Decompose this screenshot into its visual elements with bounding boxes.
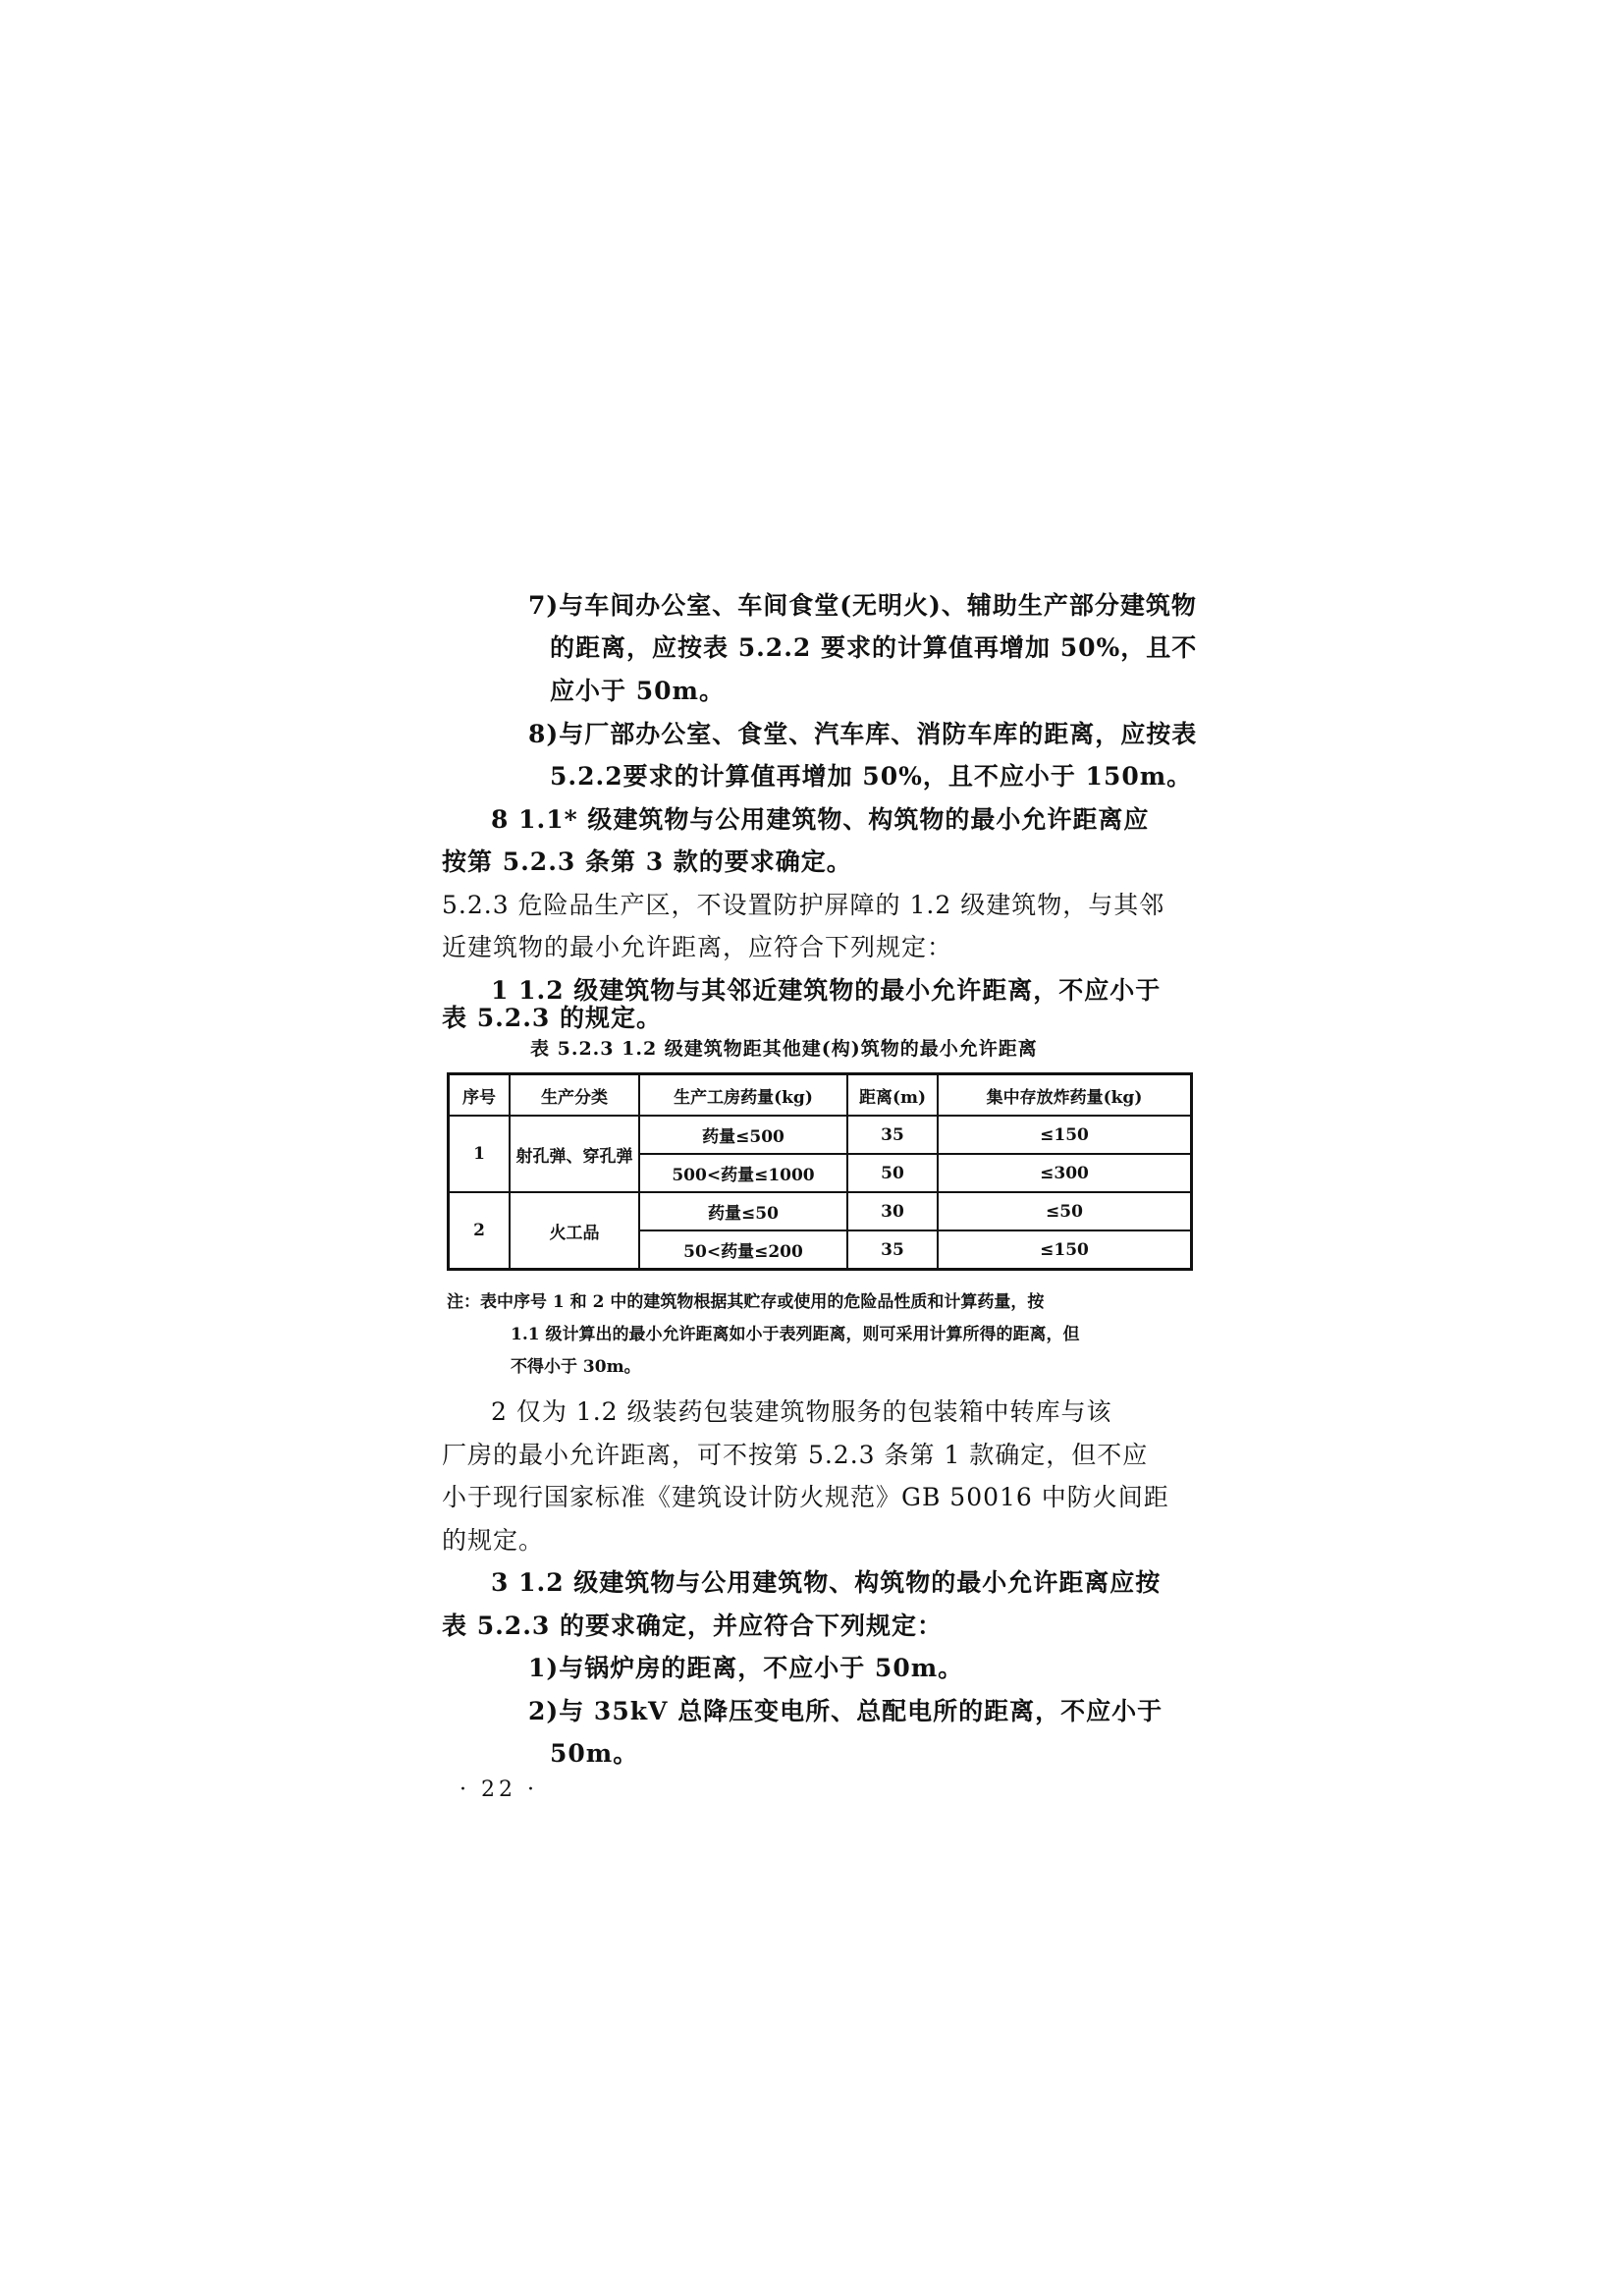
cell-distance: 35 (847, 1230, 938, 1270)
section-5-2-3-line-1: 5.2.3 危险品生产区，不设置防护屏障的 1.2 级建筑物，与其邻 (442, 891, 1165, 919)
clause-1-line-2: 表 5.2.3 的规定。 (442, 1004, 662, 1032)
cell-category: 火工品 (510, 1192, 639, 1270)
cell-qty: 药量≤500 (639, 1116, 847, 1154)
item-8-line-1: 8)与厂部办公室、食堂、汽车库、消防车库的距离，应按表 (528, 720, 1198, 748)
clause-2-line-3: 小于现行国家标准《建筑设计防火规范》GB 50016 中防火间距 (442, 1483, 1169, 1511)
clause-2-line-2: 厂房的最小允许距离，可不按第 5.2.3 条第 1 款确定，但不应 (442, 1441, 1149, 1469)
item-8-line-2: 5.2.2要求的计算值再增加 50%，且不应小于 150m。 (550, 762, 1193, 791)
cell-distance: 50 (847, 1154, 938, 1192)
item-7-line-3: 应小于 50m。 (550, 677, 725, 705)
section-5-2-3-line-2: 近建筑物的最小允许距离，应符合下列规定： (442, 933, 953, 961)
cell-storage: ≤300 (938, 1154, 1192, 1192)
clause-3-line-2: 表 5.2.3 的要求确定，并应符合下列规定： (442, 1612, 944, 1640)
table-row (449, 1116, 1192, 1154)
table-note-line-1: 注：表中序号 1 和 2 中的建筑物根据其贮存或使用的危险品性质和计算药量，按 (447, 1292, 1045, 1312)
cell-category: 射孔弹、穿孔弹 (510, 1116, 639, 1192)
header-qty: 生产工房药量(kg) (639, 1074, 847, 1117)
header-storage: 集中存放炸药量(kg) (938, 1074, 1192, 1117)
header-distance: 距离(m) (847, 1074, 938, 1117)
clause-3-sub-1: 1)与锅炉房的距离，不应小于 50m。 (528, 1654, 964, 1682)
table-note-line-3: 不得小于 30m。 (511, 1357, 641, 1377)
cell-storage: ≤150 (938, 1230, 1192, 1270)
cell-qty: 500<药量≤1000 (639, 1154, 847, 1192)
item-7-line-1: 7)与车间办公室、车间食堂(无明火)、辅助生产部分建筑物 (528, 591, 1197, 620)
table-note-line-2: 1.1 级计算出的最小允许距离如小于表列距离，则可采用计算所得的距离，但 (511, 1325, 1080, 1344)
clause-2-line-1: 2 仅为 1.2 级装药包装建筑物服务的包装箱中转库与该 (491, 1397, 1112, 1426)
clause-3-line-1: 3 1.2 级建筑物与公用建筑物、构筑物的最小允许距离应按 (491, 1568, 1162, 1597)
cell-distance: 35 (847, 1116, 938, 1154)
table-caption: 表 5.2.3 1.2 级建筑物距其他建(构)筑物的最小允许距离 (530, 1038, 1038, 1060)
cell-storage: ≤50 (938, 1192, 1192, 1230)
table-row (449, 1192, 1192, 1230)
cell-storage: ≤150 (938, 1116, 1192, 1154)
page-number: · 22 · (460, 1777, 538, 1802)
clause-3-sub-2-line-1: 2)与 35kV 总降压变电所、总配电所的距离，不应小于 (528, 1697, 1163, 1725)
clause-8-line-1: 8 1.1* 级建筑物与公用建筑物、构筑物的最小允许距离应 (491, 805, 1150, 834)
cell-no: 1 (449, 1116, 511, 1192)
clause-8-line-2: 按第 5.2.3 条第 3 款的要求确定。 (442, 847, 852, 876)
cell-distance: 30 (847, 1192, 938, 1230)
item-7-line-2: 的距离，应按表 5.2.2 要求的计算值再增加 50%，且不 (550, 633, 1198, 662)
distance-table (447, 1072, 1193, 1271)
header-no: 序号 (449, 1074, 511, 1117)
cell-no: 2 (449, 1192, 511, 1270)
cell-qty: 50<药量≤200 (639, 1230, 847, 1270)
clause-2-line-4: 的规定。 (442, 1526, 545, 1555)
table-header-row (449, 1074, 1192, 1117)
clause-1-line-1: 1 1.2 级建筑物与其邻近建筑物的最小允许距离，不应小于 (491, 976, 1162, 1005)
clause-3-sub-2-line-2: 50m。 (550, 1739, 639, 1768)
header-category: 生产分类 (510, 1074, 639, 1117)
cell-qty: 药量≤50 (639, 1192, 847, 1230)
